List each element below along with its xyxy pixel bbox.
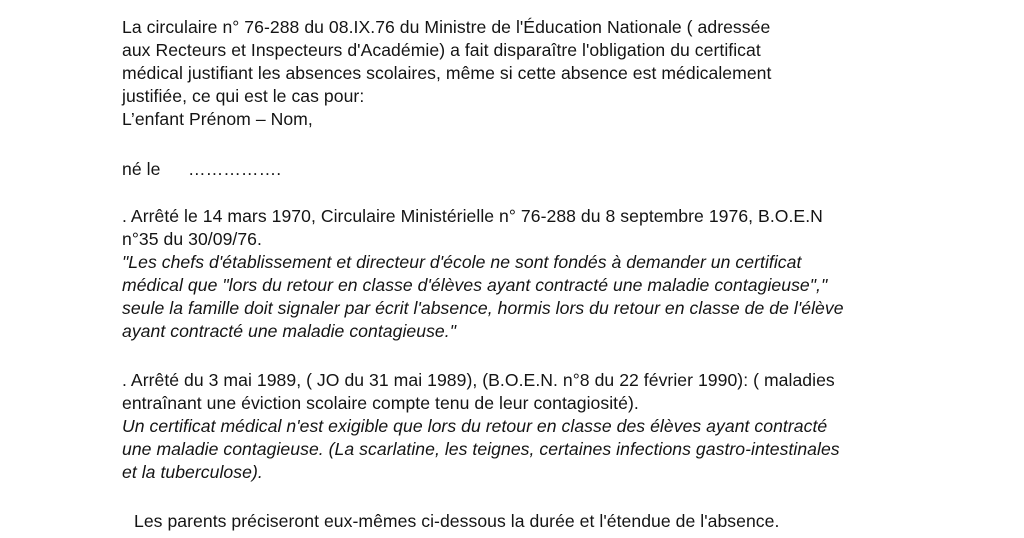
reference-line: . Arrêté du 3 mai 1989, ( JO du 31 mai 1989), (B.O.E.N. n°8 du 22 février 1990): ( maladies	[122, 370, 835, 390]
reference-line: . Arrêté le 14 mars 1970, Circulaire Ministérielle n° 76-288 du 8 septembre 1976, B.O.E.N	[122, 206, 823, 226]
birth-date-label: né le	[122, 159, 161, 179]
quote-line: seule la famille doit signaler par écrit l'absence, hormis lors du retour en classe de de l'élève	[122, 298, 844, 318]
child-name-line: L’enfant Prénom – Nom,	[122, 109, 313, 129]
birth-date-field: …………….	[188, 159, 282, 179]
quote-line: "Les chefs d'établissement et directeur d'école ne sont fondés à demander un certificat	[122, 252, 802, 272]
reference-line: n°35 du 30/09/76.	[122, 229, 262, 249]
intro-line: justifiée, ce qui est le cas pour:	[122, 86, 365, 106]
closing-statement: Les parents préciseront eux-mêmes ci-dessous la durée et l'étendue de l'absence.	[134, 511, 780, 531]
intro-line: aux Recteurs et Inspecteurs d'Académie) a fait disparaître l'obligation du certificat	[122, 40, 761, 60]
intro-line: médical justifiant les absences scolaires, même si cette absence est médicalement	[122, 63, 772, 83]
quote-line: Un certificat médical n'est exigible que lors du retour en classe des élèves ayant contracté	[122, 416, 828, 436]
quote-line: et la tuberculose).	[122, 462, 263, 482]
intro-line: La circulaire n° 76-288 du 08.IX.76 du Ministre de l'Éducation Nationale ( adressée	[122, 17, 771, 37]
quote-line: une maladie contagieuse. (La scarlatine, les teignes, certaines infections gastro-intestinales	[122, 439, 840, 459]
quote-line: médical que "lors du retour en classe d'élèves ayant contracté une maladie contagieuse","	[122, 275, 828, 295]
quote-line: ayant contracté une maladie contagieuse."	[122, 321, 456, 341]
reference-line: entraînant une éviction scolaire compte tenu de leur contagiosité).	[122, 393, 639, 413]
